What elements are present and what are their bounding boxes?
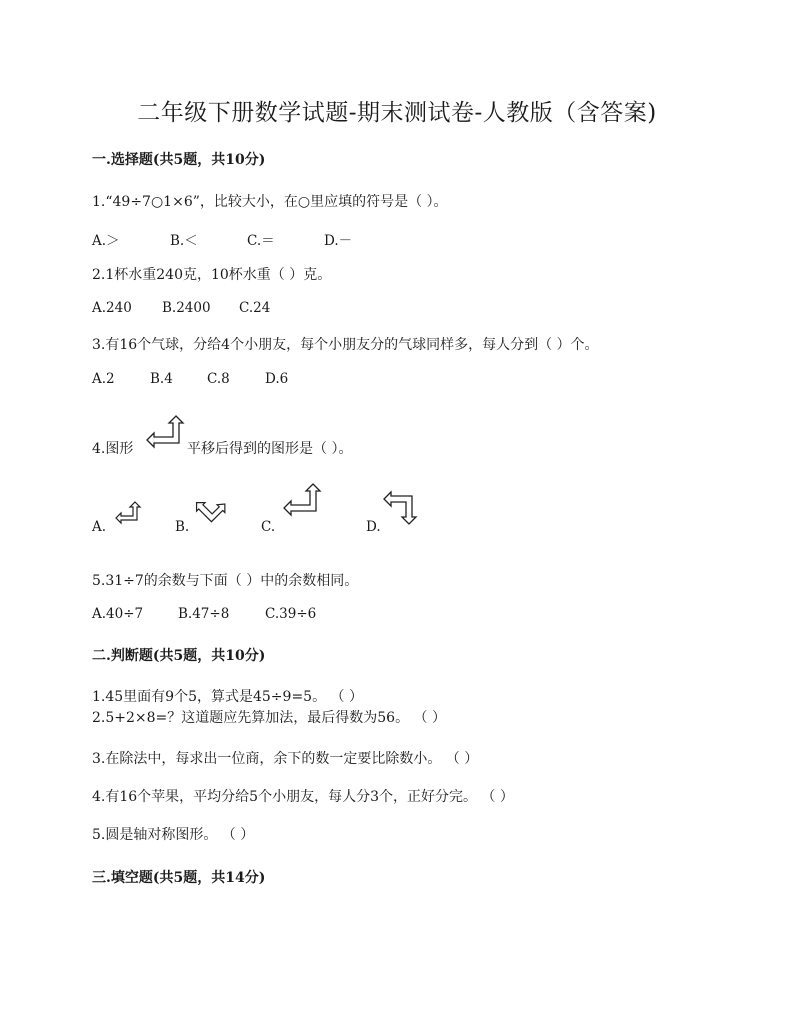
option-c: C.24 [239,300,271,316]
option-c: C.8 [207,371,230,387]
option-d: D.6 [265,371,289,387]
option-b-arrow-figure [193,489,227,529]
option-b: B.＜ [170,233,198,249]
option-b: B.4 [150,371,173,387]
page-title: 二年级下册数学试题-期末测试卷-人教版（含答案) [137,100,657,126]
option-c: C. [261,519,276,535]
question-text-after: 平移后得到的图形是（ ）。 [187,441,353,457]
option-a: A.2 [92,371,115,387]
option-a: A.＞ [92,233,120,249]
question-text: 2.5+2×8=？这道题应先算加法，最后得数为56。 （ ） [92,710,446,726]
section-header-choice: 一.选择题(共5题，共10分) [92,152,266,168]
original-arrow-figure [145,414,185,450]
option-d: D. [366,519,381,535]
question-text: 2.1杯水重240克，10杯水重（ ）克。 [92,267,332,283]
option-b: B.47÷8 [178,606,230,622]
option-c: C.＝ [247,233,275,249]
question-text: 5.31÷7的余数与下面（ ）中的余数相同。 [92,573,359,589]
option-d-arrow-figure [382,490,424,528]
option-a: A.240 [92,300,132,316]
question-text: 3.在除法中，每求出一位商，余下的数一定要比除数小。 （ ） [92,751,479,767]
question-text: 3.有16个气球，分给4个小朋友，每个小朋友分的气球同样多，每人分到（ ）个。 [92,337,599,353]
option-a-arrow-figure [115,501,143,525]
option-a: A.40÷7 [92,606,144,622]
option-b: B. [175,519,190,535]
section-header-fill-blank: 三.填空题(共5题，共14分) [92,870,266,886]
option-c-arrow-figure [282,482,322,518]
question-text: 1.“49÷7○1×6”，比较大小，在○里应填的符号是（ ）。 [92,194,448,210]
option-b: B.2400 [162,300,211,316]
option-a: A. [92,519,107,535]
question-text: 4.有16个苹果，平均分给5个小朋友，每人分3个，正好分完。 （ ） [92,789,514,805]
option-d: D.－ [324,233,353,249]
question-text: 5.圆是轴对称图形。 （ ） [92,827,255,843]
option-c: C.39÷6 [265,606,317,622]
question-text-before: 4.图形 [92,441,134,457]
section-header-judgement: 二.判断题(共5题，共10分) [92,648,266,664]
question-text: 1.45里面有9个5，算式是45÷9=5。 （ ） [92,689,363,705]
